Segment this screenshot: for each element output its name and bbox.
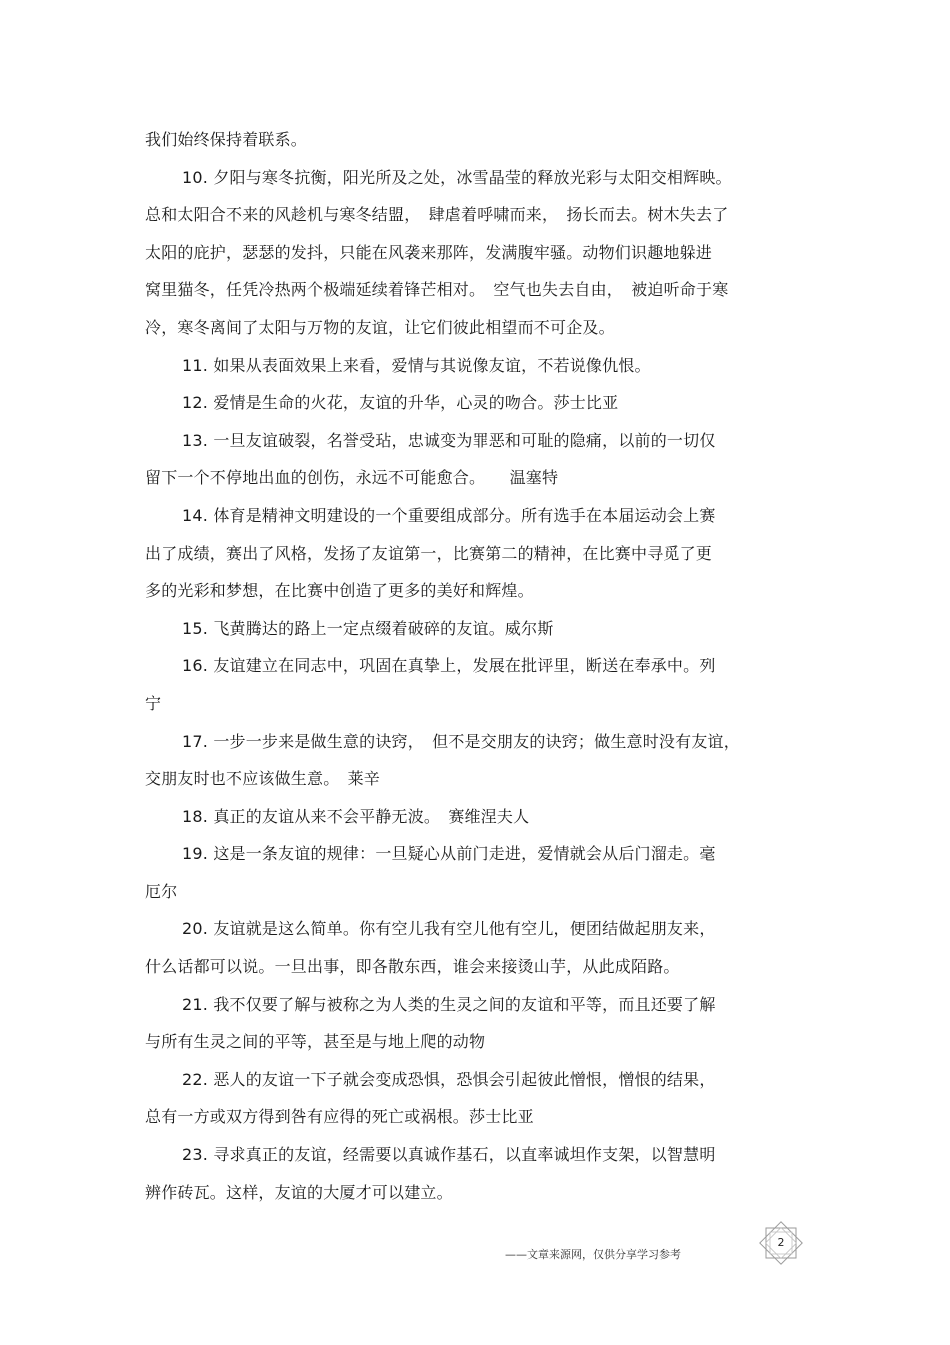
text-line: 12. 爱情是生命的火花，友谊的升华，心灵的吻合。莎士比亚 <box>182 393 619 413</box>
text-line: 多的光彩和梦想，在比赛中创造了更多的美好和辉煌。 <box>145 581 534 601</box>
text-line: 14. 体育是精神文明建设的一个重要组成部分。所有选手在本届运动会上赛 <box>182 505 716 525</box>
text-line: 太阳的庇护，瑟瑟的发抖，只能在风袭来那阵，发满腹牢骚。动物们识趣地躲进 <box>145 242 713 262</box>
text-line: 19. 这是一条友谊的规律：一旦疑心从前门走进，爱情就会从后门溜走。毫 <box>182 844 716 864</box>
text-line: 18. 真正的友谊从来不会平静无波。 赛维涅夫人 <box>182 806 530 826</box>
text-line: 与所有生灵之间的平等，甚至是与地上爬的动物 <box>145 1032 486 1052</box>
page-number-badge <box>758 1220 804 1266</box>
text-line: 10. 夕阳与寒冬抗衡，阳光所及之处，冰雪晶莹的释放光彩与太阳交相辉映。 <box>182 167 732 187</box>
text-line: 17. 一步一步来是做生意的诀窍， 但不是交朋友的诀窍；做生意时没有友谊， <box>182 731 740 751</box>
body-text <box>145 121 815 1211</box>
footer-source-note: ——文章来源网，仅供分享学习参考 <box>505 1248 681 1261</box>
text-line: 冷，寒冬离间了太阳与万物的友谊，让它们彼此相望而不可企及。 <box>145 317 615 337</box>
page-number: 2 <box>777 1236 785 1249</box>
text-line: 21. 我不仅要了解与被称之为人类的生灵之间的友谊和平等，而且还要了解 <box>182 994 716 1014</box>
text-line: 22. 恶人的友谊一下子就会变成恐惧，恐惧会引起彼此憎恨，憎恨的结果， <box>182 1069 716 1089</box>
text-line: 11. 如果从表面效果上来看，爱情与其说像友谊，不若说像仇恨。 <box>182 355 651 375</box>
text-line: 宁 <box>145 693 162 713</box>
text-line: 什么话都可以说。一旦出事，即各散东西，谁会来接烫山芋，从此成陌路。 <box>145 957 680 977</box>
text-line: 16. 友谊建立在同志中，巩固在真挚上，发展在批评里，断送在奉承中。列 <box>182 656 716 676</box>
text-line: 出了成绩，赛出了风格，发扬了友谊第一，比赛第二的精神，在比赛中寻觅了更 <box>145 543 713 563</box>
text-line: 辨作砖瓦。这样，友谊的大厦才可以建立。 <box>145 1182 453 1202</box>
text-line: 15. 飞黄腾达的路上一定点缀着破碎的友谊。威尔斯 <box>182 618 554 638</box>
text-line: 窝里猫冬，任凭冷热两个极端延续着锋芒相对。 空气也失去自由， 被迫听命于寒 <box>145 280 729 300</box>
text-line: 交朋友时也不应该做生意。 莱辛 <box>145 769 381 789</box>
text-line: 23. 寻求真正的友谊，经需要以真诚作基石，以直率诚坦作支架，以智慧明 <box>182 1145 716 1165</box>
text-line: 总和太阳合不来的风趁机与寒冬结盟， 肆虐着呼啸而来， 扬长而去。树木失去了 <box>145 205 729 225</box>
text-line: 留下一个不停地出血的创伤，永远不可能愈合。 温塞特 <box>145 468 559 488</box>
text-line: 20. 友谊就是这么简单。你有空儿我有空儿他有空儿，便团结做起朋友来， <box>182 919 716 939</box>
text-line: 13. 一旦友谊破裂，名誉受玷，忠诚变为罪恶和可耻的隐痛，以前的一切仅 <box>182 430 716 450</box>
text-line: 总有一方或双方得到咎有应得的死亡或祸根。莎士比亚 <box>145 1107 534 1127</box>
text-line: 我们始终保持着联系。 <box>145 130 308 149</box>
text-line: 厄尔 <box>145 881 178 901</box>
